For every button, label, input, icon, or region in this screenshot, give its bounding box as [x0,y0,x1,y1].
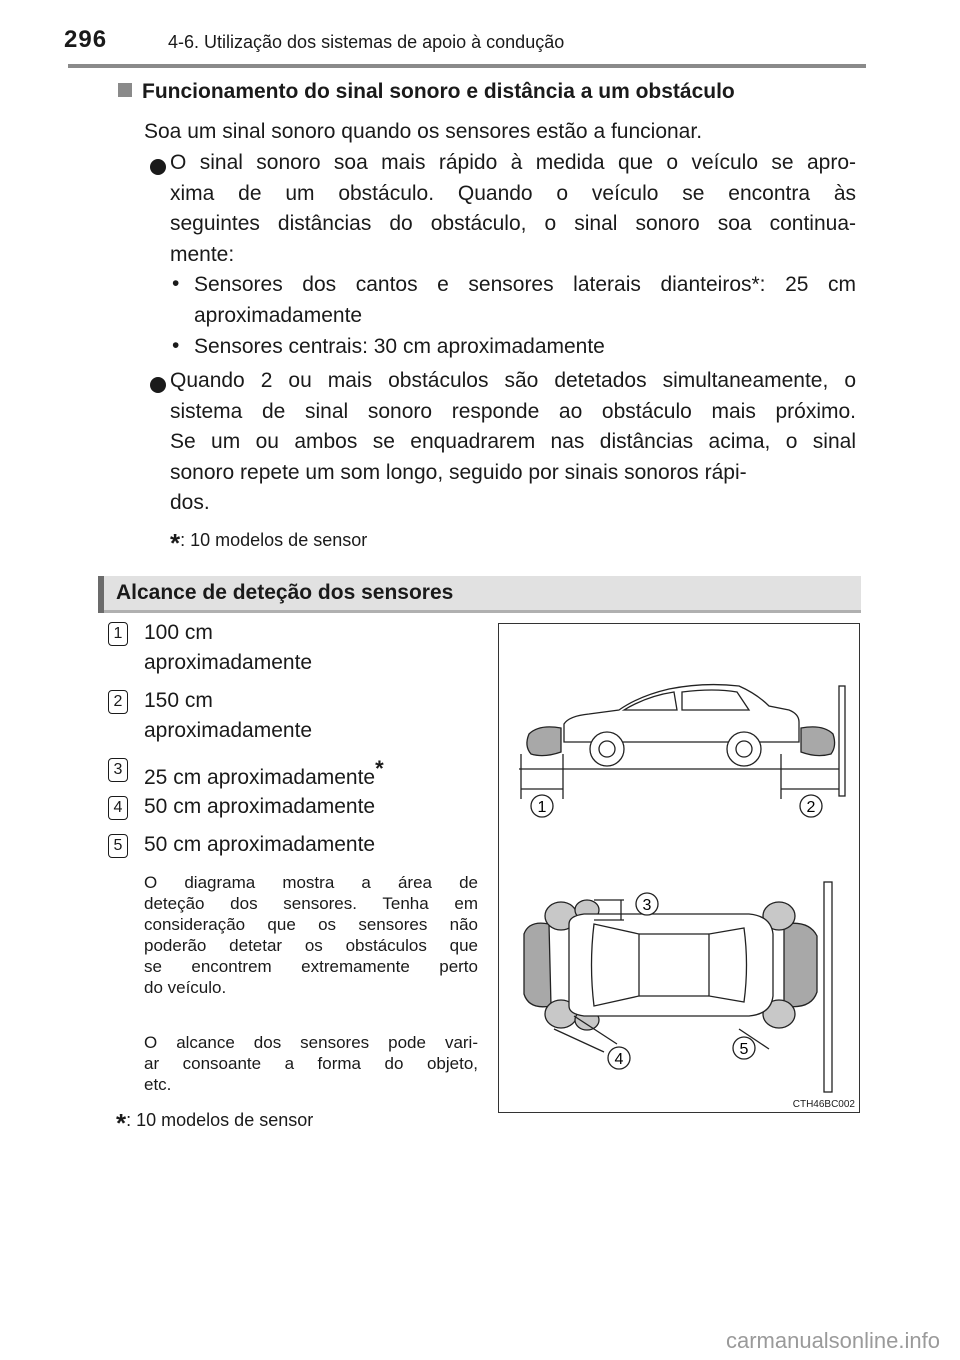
note-1-line: consideração que os sensores não [144,915,478,934]
square-bullet-icon [118,83,132,97]
bullet-1 [170,148,856,270]
rear-detection-zone [801,727,835,756]
footnote-text: : 10 modelos de sensor [126,1110,314,1130]
note-2-line: etc. [144,1075,172,1094]
top-view [524,882,832,1092]
side-callouts [531,795,822,817]
page-number: 296 [64,26,108,53]
front-detection-zone [527,727,561,756]
range-item-1 [144,618,312,678]
callout-4: 4 [614,1051,624,1068]
note-1-line: poderão detetar os obstáculos que [144,936,478,955]
item-number-badge: 4 [108,796,128,820]
range-item-2 [144,686,312,746]
sensor-range-diagram [498,623,860,1113]
callout-2: 2 [806,799,816,816]
section-title: Alcance de deteção dos sensores [116,581,454,604]
item-number-badge: 3 [108,758,128,782]
header-rule [68,64,866,68]
item-number-badge: 1 [108,622,128,646]
top-wall-obstacle [824,882,832,1092]
note-1-line: deteção dos sensores. Tenha em [144,894,478,913]
footnote-mark: * [375,756,384,781]
sub-bullet-1 [194,270,856,331]
section-accent [98,576,104,613]
bullet-dot-icon [150,152,166,175]
intro-text: Soa um sinal sonoro quando os sensores estão a funcionar. [144,120,703,143]
range-item-5: 50 cm aproximadamente [144,833,376,856]
range-item-value: 150 cm [144,689,213,712]
topic-heading [118,80,735,104]
bullet-2-line: sonoro repete um som longo, seguido por sinais sonoros rápi- [170,460,747,484]
note-1-line: se encontrem extremamente perto [144,957,478,976]
footnote-2 [116,1108,313,1139]
bullet-2-line: Se um ou ambos se enquadrarem nas distâncias acima, o sinal [170,430,856,453]
sub-bullet-2: Sensores centrais: 30 cm aproximadamente [194,335,605,358]
sub-bullet-1-line: aproximadamente [194,303,363,327]
front-center-zone [524,923,551,1007]
wall-obstacle [839,686,845,796]
note-1-line: O diagrama mostra a área de [144,873,478,892]
footnote-text: : 10 modelos de sensor [180,530,368,550]
bullet-1-line: mente: [170,242,235,266]
range-item-4: 50 cm aproximadamente [144,795,376,818]
bullet-2-line: dos. [170,491,210,514]
car-top-body-icon [569,914,773,1016]
range-item-unit: aproximadamente [144,651,313,674]
callout-1: 1 [537,799,547,816]
item-number-badge: 2 [108,690,128,714]
note-1-line: do veículo. [144,978,227,997]
range-item-value: 100 cm [144,621,213,644]
watermark: carmanualsonline.info [725,1328,940,1353]
section-path: 4-6. Utilização dos sistemas de apoio à condução [168,32,565,52]
footnote-mark: * [116,1108,127,1138]
note-1 [144,872,478,998]
side-view [519,685,845,799]
figure-code: CTH46BC002 [792,1099,855,1110]
rear-center-zone [784,923,817,1007]
sub-bullet-1-line: Sensores dos cantos e sensores laterais dianteiros*: 25 cm [194,273,856,296]
range-item-3 [144,754,384,793]
front-wheel-icon [590,732,624,766]
sensor-diagram-svg [499,624,861,1114]
callout-3: 3 [642,897,652,914]
callout-5: 5 [739,1041,749,1058]
item-number-badge: 5 [108,834,128,858]
bullet-1-line: xima de um obstáculo. Quando o veículo se encontra às [170,181,856,205]
note-2-line: ar consoante a forma do objeto, [144,1054,478,1073]
topic-heading-text: Funcionamento do sinal sonoro e distância a um obstáculo [142,80,735,103]
sub-bullet-dot: • [172,272,180,295]
bullet-1-line: O sinal sonoro soa mais rápido à medida que o veículo se apro- [170,151,856,174]
range-item-value: 25 cm aproximadamente [144,766,376,789]
dim-line-4 [554,1029,604,1052]
rear-wheel-icon [727,732,761,766]
bullet-2-line: Quando 2 ou mais obstáculos são detetados simultaneamente, o [170,369,856,392]
footnote-1 [170,528,367,559]
bullet-dot-icon [150,370,166,393]
footnote-mark: * [170,528,181,558]
bullet-2-line: sistema de sinal sonoro responde ao obstáculo mais próximo. [170,399,856,423]
section-title-bar [98,576,861,613]
note-2-line: O alcance dos sensores pode vari- [144,1033,478,1052]
note-2 [144,1032,478,1095]
bullet-1-line: seguintes distâncias do obstáculo, o sinal sonoro soa continua- [170,212,856,235]
sub-bullet-dot: • [172,334,180,357]
range-item-unit: aproximadamente [144,719,313,742]
bullet-2 [170,366,856,519]
